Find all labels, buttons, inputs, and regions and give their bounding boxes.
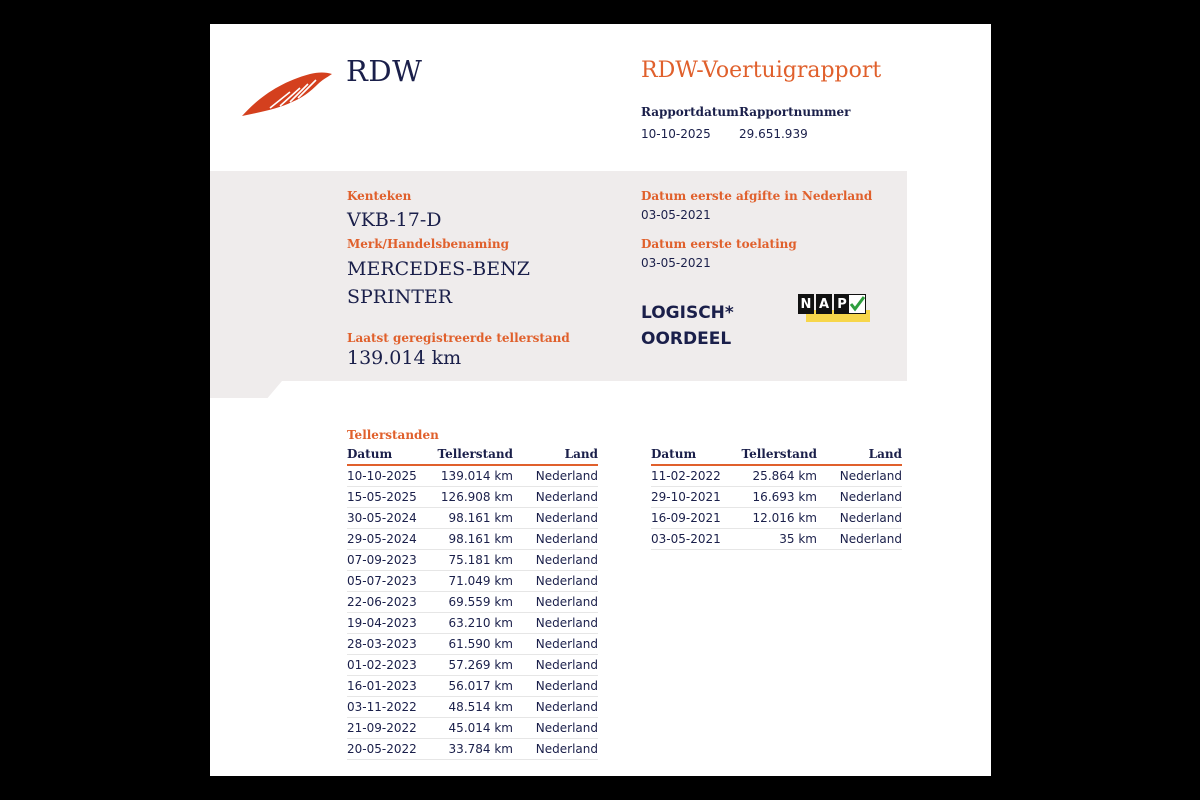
toelating-value: 03-05-2021 xyxy=(641,256,711,270)
kenteken-value: VKB-17-D xyxy=(347,209,442,231)
cell-tellerstand: 98.161 km xyxy=(437,529,513,550)
cell-land: Nederland xyxy=(817,529,902,550)
report-page xyxy=(210,24,991,776)
table-row xyxy=(347,465,598,487)
cell-datum: 19-04-2023 xyxy=(347,613,437,634)
teller-value: 139.014 km xyxy=(347,347,462,369)
table-row xyxy=(347,487,598,508)
cell-land: Nederland xyxy=(513,465,598,487)
cell-land: Nederland xyxy=(513,739,598,760)
verdict-line2: OORDEEL xyxy=(641,329,732,349)
table-row xyxy=(651,529,902,550)
verdict-line1: LOGISCH* xyxy=(641,303,734,323)
merk-value-line1: MERCEDES-BENZ xyxy=(347,258,530,280)
cell-tellerstand: 56.017 km xyxy=(437,676,513,697)
tellerstanden-table-right xyxy=(651,447,902,550)
cell-tellerstand: 61.590 km xyxy=(437,634,513,655)
cell-land: Nederland xyxy=(817,465,902,487)
cell-datum: 07-09-2023 xyxy=(347,550,437,571)
cell-tellerstand: 75.181 km xyxy=(437,550,513,571)
cell-land: Nederland xyxy=(513,655,598,676)
cell-tellerstand: 63.210 km xyxy=(437,613,513,634)
cell-tellerstand: 25.864 km xyxy=(741,465,817,487)
cell-datum: 29-10-2021 xyxy=(651,487,741,508)
cell-tellerstand: 69.559 km xyxy=(437,592,513,613)
cell-tellerstand: 33.784 km xyxy=(437,739,513,760)
cell-datum: 29-05-2024 xyxy=(347,529,437,550)
check-icon xyxy=(848,294,866,314)
nap-letter-a: A xyxy=(816,294,832,314)
table-header-row xyxy=(651,447,902,465)
cell-tellerstand: 16.693 km xyxy=(741,487,817,508)
nap-letters xyxy=(798,294,852,316)
table-row xyxy=(347,739,598,760)
table-header-row xyxy=(347,447,598,465)
cell-datum: 03-05-2021 xyxy=(651,529,741,550)
cell-tellerstand: 57.269 km xyxy=(437,655,513,676)
table-row xyxy=(347,592,598,613)
cell-land: Nederland xyxy=(513,508,598,529)
table-row xyxy=(651,508,902,529)
teller-label: Laatst geregistreerde tellerstand xyxy=(347,331,570,345)
cell-land: Nederland xyxy=(817,487,902,508)
toelating-label: Datum eerste toelating xyxy=(641,237,797,251)
cell-land: Nederland xyxy=(513,487,598,508)
report-number-label: Rapportnummer xyxy=(739,105,851,119)
header-datum: Datum xyxy=(651,447,741,465)
nap-badge xyxy=(798,294,870,324)
odometer-verdict xyxy=(641,300,734,352)
brand-name: RDW xyxy=(346,54,423,88)
cell-tellerstand: 126.908 km xyxy=(437,487,513,508)
report-date-value: 10-10-2025 xyxy=(641,127,711,141)
table-row xyxy=(651,487,902,508)
cell-datum: 11-02-2022 xyxy=(651,465,741,487)
cell-datum: 16-09-2021 xyxy=(651,508,741,529)
header-land: Land xyxy=(817,447,902,465)
cell-tellerstand: 98.161 km xyxy=(437,508,513,529)
header-tellerstand: Tellerstand xyxy=(741,447,817,465)
kenteken-label: Kenteken xyxy=(347,189,412,203)
cell-land: Nederland xyxy=(513,613,598,634)
cell-datum: 16-01-2023 xyxy=(347,676,437,697)
header-land: Land xyxy=(513,447,598,465)
afgifte-label: Datum eerste afgifte in Nederland xyxy=(641,189,873,203)
table-row xyxy=(347,550,598,571)
cell-datum: 21-09-2022 xyxy=(347,718,437,739)
cell-datum: 15-05-2025 xyxy=(347,487,437,508)
cell-tellerstand: 12.016 km xyxy=(741,508,817,529)
report-title: RDW-Voertuigrapport xyxy=(641,58,882,83)
cell-datum: 03-11-2022 xyxy=(347,697,437,718)
report-number-block xyxy=(739,105,850,141)
afgifte-value: 03-05-2021 xyxy=(641,208,711,222)
report-number-value: 29.651.939 xyxy=(739,127,808,141)
table-row xyxy=(347,697,598,718)
cell-land: Nederland xyxy=(513,697,598,718)
table-row xyxy=(347,529,598,550)
cell-land: Nederland xyxy=(513,634,598,655)
header-tellerstand: Tellerstand xyxy=(437,447,513,465)
cell-tellerstand: 139.014 km xyxy=(437,465,513,487)
cell-tellerstand: 45.014 km xyxy=(437,718,513,739)
merk-label: Merk/Handelsbenaming xyxy=(347,237,510,251)
table-row xyxy=(651,465,902,487)
cell-datum: 05-07-2023 xyxy=(347,571,437,592)
table-row xyxy=(347,571,598,592)
tellerstanden-table-left xyxy=(347,447,598,760)
tellerstanden-title: Tellerstanden xyxy=(347,428,439,442)
nap-letter-n: N xyxy=(798,294,814,314)
merk-value-line2: SPRINTER xyxy=(347,286,453,308)
cell-land: Nederland xyxy=(817,508,902,529)
cell-datum: 10-10-2025 xyxy=(347,465,437,487)
cell-land: Nederland xyxy=(513,550,598,571)
table-row xyxy=(347,655,598,676)
header-datum: Datum xyxy=(347,447,437,465)
cell-land: Nederland xyxy=(513,718,598,739)
table-row xyxy=(347,508,598,529)
nap-letter-p: P xyxy=(834,294,850,314)
cell-tellerstand: 35 km xyxy=(741,529,817,550)
cell-datum: 30-05-2024 xyxy=(347,508,437,529)
cell-datum: 20-05-2022 xyxy=(347,739,437,760)
report-date-block xyxy=(641,105,739,141)
table-row xyxy=(347,676,598,697)
band-tail-decoration xyxy=(210,381,282,398)
cell-land: Nederland xyxy=(513,571,598,592)
cell-tellerstand: 48.514 km xyxy=(437,697,513,718)
report-date-label: Rapportdatum xyxy=(641,105,739,119)
cell-land: Nederland xyxy=(513,592,598,613)
rdw-logo-icon xyxy=(240,68,334,120)
cell-datum: 22-06-2023 xyxy=(347,592,437,613)
cell-datum: 28-03-2023 xyxy=(347,634,437,655)
cell-land: Nederland xyxy=(513,529,598,550)
cell-land: Nederland xyxy=(513,676,598,697)
table-row xyxy=(347,613,598,634)
table-row xyxy=(347,718,598,739)
cell-tellerstand: 71.049 km xyxy=(437,571,513,592)
cell-datum: 01-02-2023 xyxy=(347,655,437,676)
table-row xyxy=(347,634,598,655)
